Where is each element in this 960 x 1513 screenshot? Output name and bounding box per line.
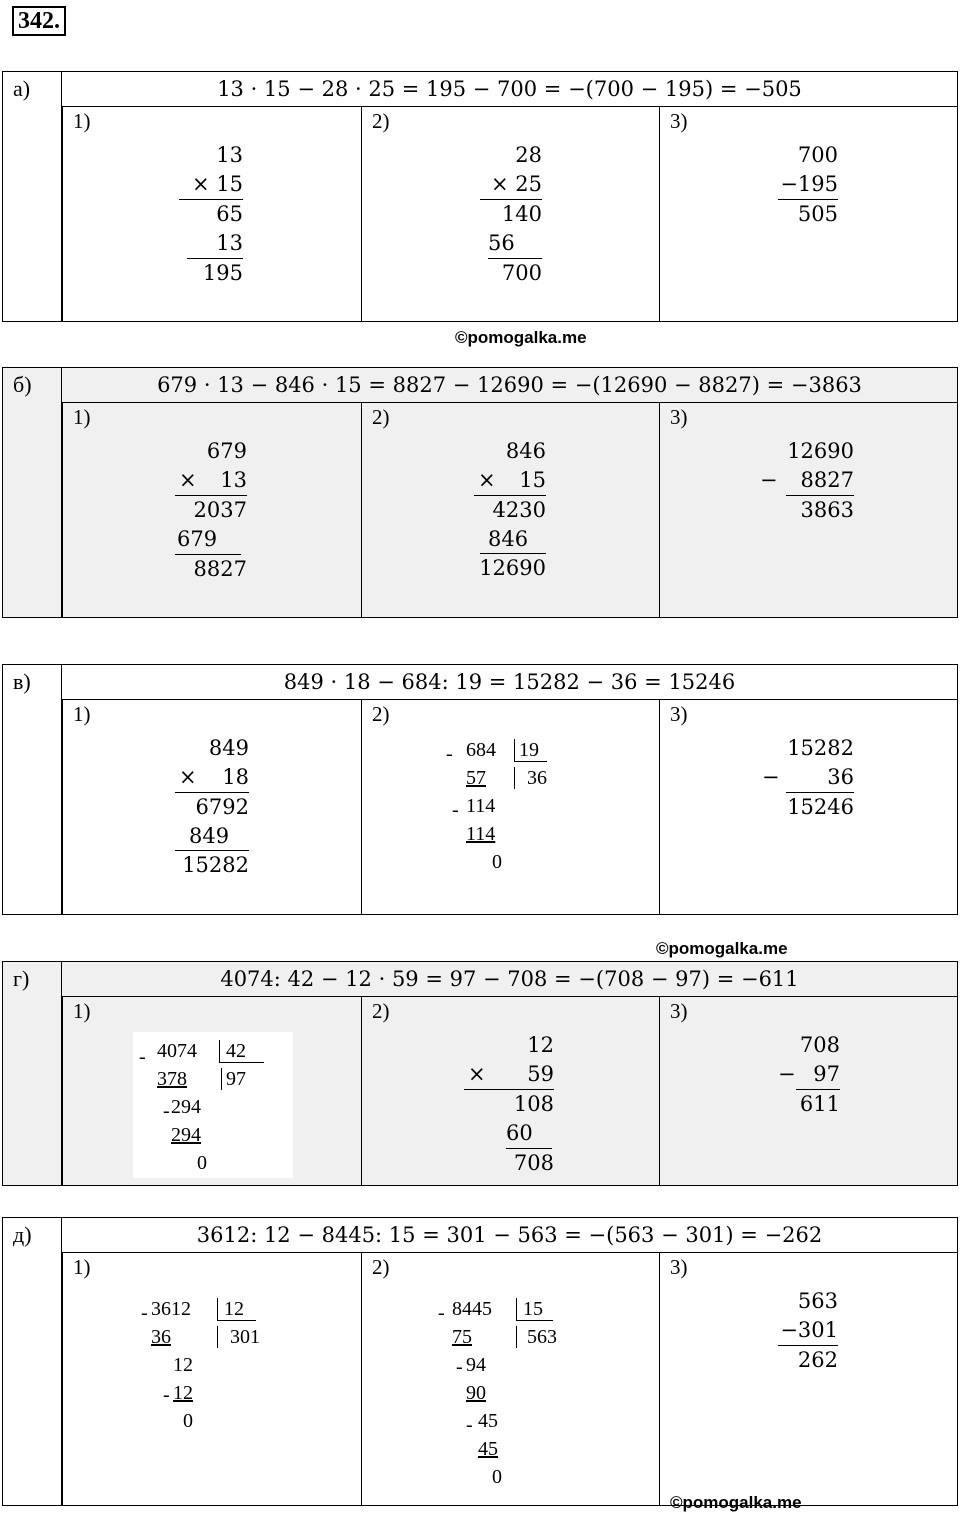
division-row: 75 563 [452, 1326, 557, 1348]
division-row: 378 97 [157, 1068, 246, 1090]
calc-line: × 15 [179, 170, 243, 200]
division-row: - 4074 42 [139, 1037, 289, 1065]
division-row: 0 [183, 1410, 193, 1432]
calc-line: 60 [506, 1119, 552, 1149]
equation: 13 · 15 − 28 · 25 = 195 − 700 = −(700 − 195) = −505 [62, 71, 958, 107]
calc-line: 140 [501, 202, 542, 226]
calc-line: 6792 [195, 795, 249, 819]
cell-3 [660, 997, 958, 1186]
long-division [446, 736, 576, 876]
cell-label: 3) [670, 109, 688, 133]
subtraction [760, 437, 854, 525]
division-row: - 94 [456, 1354, 486, 1378]
division-row: 45 [478, 1438, 498, 1460]
calc-line: × 25 [480, 170, 542, 200]
cell-3 [660, 1253, 958, 1512]
subtraction [762, 734, 854, 822]
multiplication [474, 437, 546, 583]
division-row: 12 [173, 1354, 193, 1376]
cell-3 [660, 107, 958, 322]
watermark: ©pomogalka.me [670, 1493, 802, 1512]
calc-line: 700 [501, 261, 542, 285]
division-row: 36 301 [151, 1326, 260, 1348]
block-letter: д) [2, 1217, 62, 1506]
calc-line: − 8827 [786, 466, 854, 496]
cell-label: 2) [372, 109, 390, 133]
cell-2 [362, 997, 660, 1186]
calc-line: 13 [187, 229, 243, 259]
calc-line: 262 [797, 1348, 838, 1372]
calc-line: 563 [797, 1289, 838, 1313]
calc-line: 3863 [800, 498, 854, 522]
calc-line: 2037 [193, 498, 247, 522]
long-division [139, 1037, 289, 1177]
division-row: - 294 [163, 1096, 201, 1122]
calc-line: 28 [515, 143, 542, 167]
multiplication [175, 437, 247, 584]
block-d [2, 1217, 958, 1512]
block-b [2, 367, 958, 618]
cell-1 [62, 107, 362, 322]
cell-1 [62, 997, 362, 1186]
division-row: 0 [492, 1466, 502, 1488]
cell-label: 2) [372, 405, 390, 429]
cell-2 [362, 1253, 660, 1506]
cell-label: 3) [670, 405, 688, 429]
calc-line: 849 [208, 736, 249, 760]
cell-2 [362, 107, 660, 322]
calc-line: 679 [175, 525, 241, 555]
cell-1 [62, 700, 362, 915]
cell-label: 1) [73, 109, 91, 133]
cell-2 [362, 700, 660, 915]
calc-line: × 15 [474, 466, 546, 496]
calc-line: −301 [778, 1316, 838, 1346]
cell-label: 3) [670, 999, 688, 1023]
calc-line: 56 [488, 229, 542, 259]
watermark: ©pomogalka.me [656, 939, 788, 958]
calc-line: × 59 [464, 1060, 554, 1090]
block-letter: а) [2, 71, 62, 322]
cell-label: 2) [372, 702, 390, 726]
cell-label: 1) [73, 1255, 91, 1279]
cell-label: 3) [670, 702, 688, 726]
calc-line: 846 [505, 439, 546, 463]
calc-line: −195 [778, 170, 838, 200]
division-row: 90 [466, 1382, 486, 1404]
calc-line: 65 [216, 202, 243, 226]
calc-line: 708 [799, 1033, 840, 1057]
cell-label: 3) [670, 1255, 688, 1279]
calc-line: 4230 [492, 498, 546, 522]
calc-line: 195 [202, 261, 243, 285]
division-row: - 8445 15 [438, 1295, 578, 1323]
subtraction [778, 1287, 838, 1375]
division-row: 0 [197, 1152, 207, 1174]
division-row: 0 [492, 851, 502, 873]
equation: 4074: 42 − 12 · 59 = 97 − 708 = −(708 − 97) = −611 [62, 961, 958, 997]
calc-line: × 13 [175, 466, 247, 496]
calc-line: 15282 [787, 736, 854, 760]
block-v [2, 664, 958, 915]
calc-line: 13 [216, 143, 243, 167]
multiplication [464, 1031, 554, 1178]
subtraction [778, 141, 838, 229]
division-row: - 684 19 [446, 736, 576, 764]
calc-line: 12 [527, 1033, 554, 1057]
block-g [2, 961, 958, 1186]
calc-line: × 18 [175, 763, 249, 793]
calc-line: 8827 [193, 557, 247, 581]
multiplication [480, 141, 542, 288]
division-row: - 12 [163, 1382, 193, 1406]
division-row: - 45 [466, 1410, 498, 1436]
division-row: - 3612 12 [141, 1295, 281, 1323]
division-row: 57 36 [466, 767, 547, 789]
calc-line: 700 [797, 143, 838, 167]
long-division [438, 1295, 578, 1491]
block-letter: б) [2, 367, 62, 618]
cell-3 [660, 700, 958, 915]
block-letter: г) [2, 961, 62, 1186]
problem-number: 342. [12, 6, 66, 36]
cell-2 [362, 403, 660, 618]
calc-line: 12690 [479, 556, 546, 580]
equation: 3612: 12 − 8445: 15 = 301 − 563 = −(563 − 301) = −262 [62, 1217, 958, 1253]
calc-line: 611 [799, 1092, 840, 1116]
calc-line: 708 [513, 1151, 554, 1175]
cell-1 [62, 403, 362, 618]
division-row: - 114 [452, 795, 496, 821]
calc-line: 846 [480, 525, 546, 554]
equation: 679 · 13 − 846 · 15 = 8827 − 12690 = −(12690 − 8827) = −3863 [62, 367, 958, 403]
subtraction [776, 1031, 840, 1119]
block-a [2, 71, 958, 322]
cell-label: 1) [73, 702, 91, 726]
cell-label: 2) [372, 1255, 390, 1279]
cell-3 [660, 403, 958, 618]
watermark: ©pomogalka.me [455, 328, 587, 347]
division-row: 114 [466, 823, 496, 845]
calc-line: 505 [797, 202, 838, 226]
calc-line: 12690 [787, 439, 854, 463]
multiplication [179, 141, 243, 288]
calc-line: 15246 [787, 795, 854, 819]
cell-label: 1) [73, 405, 91, 429]
calc-line: − 97 [796, 1060, 840, 1090]
multiplication [175, 734, 249, 880]
equation: 849 · 18 − 684: 19 = 15282 − 36 = 15246 [62, 664, 958, 700]
calc-line: 679 [206, 439, 247, 463]
calc-line: 108 [513, 1092, 554, 1116]
block-letter: в) [2, 664, 62, 915]
calc-line: 15282 [182, 853, 249, 877]
calc-line: − 36 [786, 763, 854, 793]
cell-1 [62, 1253, 362, 1506]
division-row: 294 [171, 1124, 201, 1146]
calc-line: 849 [175, 822, 249, 851]
cell-label: 1) [73, 999, 91, 1023]
long-division [141, 1295, 281, 1435]
cell-label: 2) [372, 999, 390, 1023]
